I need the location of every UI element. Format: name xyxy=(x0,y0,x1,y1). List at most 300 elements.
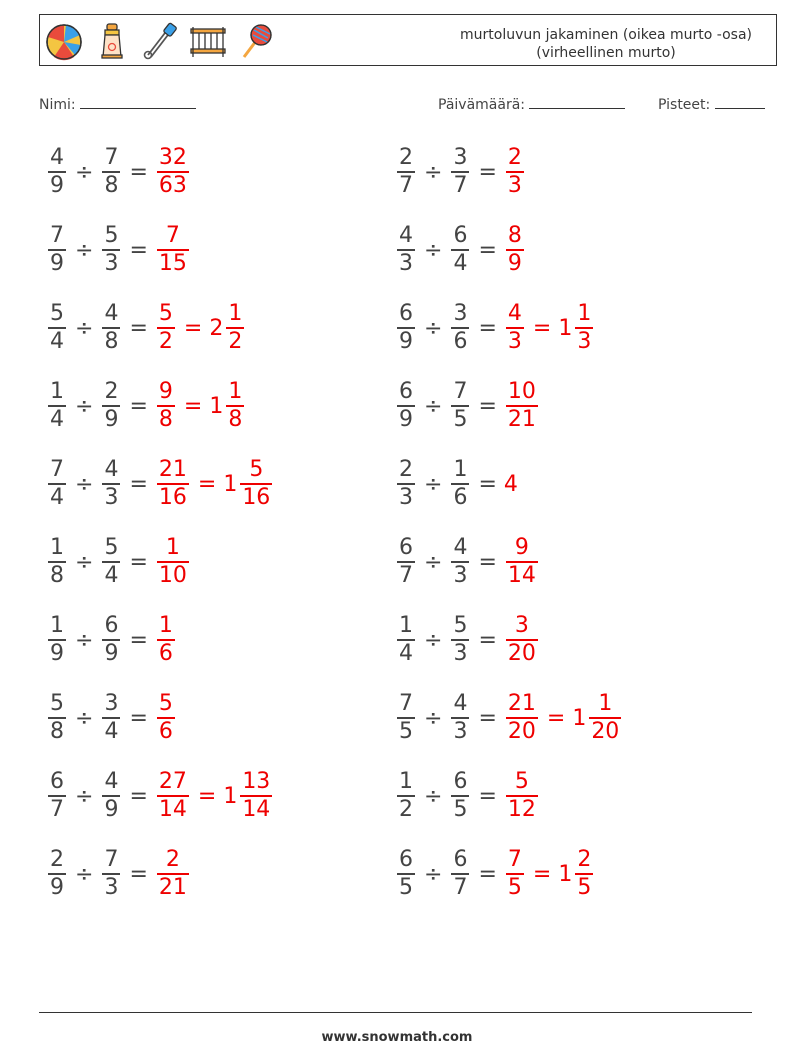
answer-fraction xyxy=(506,535,538,589)
beach-ball-icon xyxy=(44,21,84,61)
answer-fraction xyxy=(506,379,538,433)
denominator: 9 xyxy=(50,874,64,900)
denominator: 2 xyxy=(158,328,173,354)
numerator: 1 xyxy=(50,379,64,405)
numerator: 5 xyxy=(104,223,119,249)
numerator: 7 xyxy=(507,847,522,873)
numerator: 7 xyxy=(50,223,64,249)
numerator: 6 xyxy=(50,769,64,795)
equals-sign: = xyxy=(129,783,148,809)
score-field[interactable] xyxy=(658,94,765,113)
mixed-whole: 1 xyxy=(209,393,224,419)
equals-sign: = xyxy=(129,237,148,263)
denominator: 9 xyxy=(399,328,413,354)
title-line-2: (virheellinen murto) xyxy=(536,45,676,61)
equals-sign: = xyxy=(478,705,497,731)
denominator: 7 xyxy=(453,172,468,198)
divide-sign: ÷ xyxy=(424,861,443,887)
numerator: 7 xyxy=(399,691,413,717)
date-label: Päivämäärä: xyxy=(438,97,525,113)
equals-sign: = xyxy=(478,549,497,575)
problem-item xyxy=(46,530,191,594)
denominator: 6 xyxy=(158,640,173,666)
dividend-fraction xyxy=(48,535,66,589)
denominator: 7 xyxy=(399,562,413,588)
mixed-fraction xyxy=(575,301,593,355)
denominator: 3 xyxy=(104,484,119,510)
answer-fraction xyxy=(506,847,524,901)
answer-fraction xyxy=(157,223,189,277)
denominator: 3 xyxy=(453,640,468,666)
divisor-fraction xyxy=(102,301,120,355)
equals-sign: = xyxy=(129,627,148,653)
divide-sign: ÷ xyxy=(75,627,94,653)
divide-sign: ÷ xyxy=(424,237,443,263)
dividend-fraction xyxy=(48,145,66,199)
dividend-fraction xyxy=(48,691,66,745)
equals-sign: = xyxy=(478,783,497,809)
answer-fraction xyxy=(157,613,175,667)
answer-whole: 4 xyxy=(503,471,518,497)
equals-sign: = xyxy=(129,159,148,185)
denominator: 14 xyxy=(158,796,187,822)
numerator: 1 xyxy=(577,301,592,327)
denominator: 5 xyxy=(453,796,468,822)
problem-item xyxy=(395,530,540,594)
dividend-fraction xyxy=(48,223,66,277)
denominator: 5 xyxy=(453,406,468,432)
problem-item xyxy=(46,842,191,906)
divide-sign: ÷ xyxy=(75,315,94,341)
divide-sign: ÷ xyxy=(424,705,443,731)
divisor-fraction xyxy=(102,379,120,433)
denominator: 9 xyxy=(399,406,413,432)
numerator: 1 xyxy=(50,613,64,639)
divisor-fraction xyxy=(451,613,469,667)
mixed-whole: 1 xyxy=(223,471,238,497)
divisor-fraction xyxy=(102,769,120,823)
numerator: 8 xyxy=(507,223,522,249)
numerator: 5 xyxy=(514,769,529,795)
mixed-whole: 1 xyxy=(558,861,573,887)
denominator: 3 xyxy=(399,484,413,510)
denominator: 9 xyxy=(50,172,64,198)
denominator: 4 xyxy=(104,562,119,588)
divisor-fraction xyxy=(451,691,469,745)
denominator: 7 xyxy=(50,796,64,822)
equals-sign: = xyxy=(532,861,552,887)
problem-item xyxy=(46,452,274,516)
mixed-fraction xyxy=(589,691,621,745)
denominator: 9 xyxy=(104,640,119,666)
answer-mixed-number xyxy=(209,379,246,433)
denominator: 12 xyxy=(507,796,536,822)
denominator: 7 xyxy=(399,172,413,198)
numerator: 1 xyxy=(228,301,243,327)
equals-sign: = xyxy=(478,471,497,497)
divide-sign: ÷ xyxy=(424,549,443,575)
numerator: 7 xyxy=(104,145,119,171)
answer-fraction xyxy=(506,301,524,355)
numerator: 6 xyxy=(399,847,413,873)
numerator: 3 xyxy=(514,613,529,639)
numerator: 1 xyxy=(399,613,413,639)
numerator: 6 xyxy=(453,223,468,249)
numerator: 5 xyxy=(50,301,64,327)
denominator: 3 xyxy=(399,250,413,276)
denominator: 4 xyxy=(399,640,413,666)
name-field[interactable] xyxy=(39,94,196,113)
denominator: 63 xyxy=(158,172,187,198)
denominator: 14 xyxy=(242,796,271,822)
problem-item xyxy=(46,374,246,438)
divisor-fraction xyxy=(451,457,469,511)
divisor-fraction xyxy=(102,457,120,511)
numerator: 2 xyxy=(577,847,592,873)
numerator: 10 xyxy=(507,379,536,405)
denominator: 20 xyxy=(507,640,536,666)
divisor-fraction xyxy=(102,691,120,745)
mixed-whole: 1 xyxy=(223,783,238,809)
answer-mixed-number xyxy=(223,457,274,511)
denominator: 4 xyxy=(50,328,64,354)
denominator: 4 xyxy=(50,406,64,432)
numerator: 3 xyxy=(453,301,468,327)
dividend-fraction xyxy=(48,457,66,511)
denominator: 16 xyxy=(158,484,187,510)
worksheet-header xyxy=(39,14,777,66)
numerator: 1 xyxy=(453,457,468,483)
divide-sign: ÷ xyxy=(75,471,94,497)
answer-fraction xyxy=(506,145,524,199)
dividend-fraction xyxy=(397,691,415,745)
equals-sign: = xyxy=(478,159,497,185)
numerator: 32 xyxy=(158,145,187,171)
numerator: 2 xyxy=(399,145,413,171)
numerator: 5 xyxy=(104,535,119,561)
crib-icon xyxy=(188,21,228,61)
problem-item xyxy=(395,296,595,360)
denominator: 8 xyxy=(104,328,119,354)
equals-sign: = xyxy=(129,471,148,497)
denominator: 4 xyxy=(453,250,468,276)
numerator: 4 xyxy=(399,223,413,249)
equals-sign: = xyxy=(478,861,497,887)
divisor-fraction xyxy=(451,379,469,433)
worksheet-title xyxy=(460,26,752,62)
numerator: 2 xyxy=(165,847,180,873)
denominator: 8 xyxy=(228,406,243,432)
numerator: 4 xyxy=(104,457,119,483)
denominator: 20 xyxy=(591,718,620,744)
header-icons xyxy=(44,21,276,61)
problem-item xyxy=(395,764,540,828)
date-blank[interactable] xyxy=(529,94,625,109)
numerator: 2 xyxy=(507,145,522,171)
numerator: 6 xyxy=(399,379,413,405)
numerator: 7 xyxy=(453,379,468,405)
problem-item xyxy=(395,218,526,282)
answer-fraction xyxy=(506,769,538,823)
problem-item xyxy=(46,140,191,204)
numerator: 5 xyxy=(50,691,64,717)
mixed-fraction xyxy=(240,457,272,511)
denominator: 8 xyxy=(50,718,64,744)
problem-item xyxy=(395,686,623,750)
numerator: 3 xyxy=(104,691,119,717)
divide-sign: ÷ xyxy=(424,393,443,419)
problem-item xyxy=(46,218,191,282)
problem-item xyxy=(395,608,540,672)
numerator: 1 xyxy=(165,535,180,561)
divide-sign: ÷ xyxy=(424,783,443,809)
numerator: 3 xyxy=(453,145,468,171)
answer-fraction xyxy=(157,301,175,355)
denominator: 15 xyxy=(158,250,187,276)
mixed-whole: 2 xyxy=(209,315,224,341)
problem-item xyxy=(395,452,518,516)
denominator: 9 xyxy=(50,250,64,276)
equals-sign: = xyxy=(478,237,497,263)
answer-fraction xyxy=(157,145,189,199)
denominator: 5 xyxy=(507,874,522,900)
denominator: 3 xyxy=(453,562,468,588)
divide-sign: ÷ xyxy=(424,471,443,497)
divide-sign: ÷ xyxy=(424,627,443,653)
equals-sign: = xyxy=(197,783,217,809)
problem-item xyxy=(46,686,177,750)
answer-fraction xyxy=(157,379,175,433)
divisor-fraction xyxy=(102,145,120,199)
mixed-fraction xyxy=(226,379,244,433)
denominator: 7 xyxy=(453,874,468,900)
divisor-fraction xyxy=(451,535,469,589)
score-blank[interactable] xyxy=(715,94,765,109)
equals-sign: = xyxy=(478,315,497,341)
answer-mixed-number xyxy=(209,301,246,355)
baby-bottle-icon xyxy=(92,21,132,61)
footer-url: www.snowmath.com xyxy=(321,1030,473,1045)
equals-sign: = xyxy=(129,549,148,575)
divisor-fraction xyxy=(451,145,469,199)
numerator: 5 xyxy=(158,301,173,327)
numerator: 13 xyxy=(242,769,271,795)
equals-sign: = xyxy=(478,393,497,419)
denominator: 3 xyxy=(453,718,468,744)
divide-sign: ÷ xyxy=(75,393,94,419)
denominator: 6 xyxy=(158,718,173,744)
answer-fraction xyxy=(157,535,189,589)
equals-sign: = xyxy=(129,861,148,887)
numerator: 5 xyxy=(158,691,173,717)
equals-sign: = xyxy=(183,315,203,341)
dividend-fraction xyxy=(397,535,415,589)
divide-sign: ÷ xyxy=(424,315,443,341)
footer-divider xyxy=(39,1012,752,1013)
numerator: 6 xyxy=(453,847,468,873)
date-field[interactable] xyxy=(438,94,625,113)
divide-sign: ÷ xyxy=(75,705,94,731)
dividend-fraction xyxy=(397,613,415,667)
equals-sign: = xyxy=(546,705,566,731)
denominator: 8 xyxy=(104,172,119,198)
denominator: 5 xyxy=(577,874,592,900)
dividend-fraction xyxy=(397,301,415,355)
denominator: 4 xyxy=(50,484,64,510)
dividend-fraction xyxy=(48,301,66,355)
denominator: 6 xyxy=(453,484,468,510)
dividend-fraction xyxy=(48,847,66,901)
dividend-fraction xyxy=(397,379,415,433)
denominator: 3 xyxy=(104,250,119,276)
problem-item xyxy=(395,140,526,204)
denominator: 3 xyxy=(577,328,592,354)
denominator: 3 xyxy=(507,172,522,198)
divisor-fraction xyxy=(451,847,469,901)
denominator: 3 xyxy=(507,328,522,354)
equals-sign: = xyxy=(532,315,552,341)
mixed-fraction xyxy=(226,301,244,355)
denominator: 4 xyxy=(104,718,119,744)
denominator: 21 xyxy=(507,406,536,432)
numerator: 4 xyxy=(453,691,468,717)
denominator: 8 xyxy=(50,562,64,588)
equals-sign: = xyxy=(478,627,497,653)
answer-fraction xyxy=(157,691,175,745)
denominator: 10 xyxy=(158,562,187,588)
numerator: 1 xyxy=(50,535,64,561)
denominator: 21 xyxy=(158,874,187,900)
numerator: 4 xyxy=(453,535,468,561)
numerator: 27 xyxy=(158,769,187,795)
numerator: 1 xyxy=(158,613,173,639)
problem-item xyxy=(395,842,595,906)
divide-sign: ÷ xyxy=(75,783,94,809)
denominator: 16 xyxy=(242,484,271,510)
numerator: 7 xyxy=(165,223,180,249)
numerator: 2 xyxy=(50,847,64,873)
dividend-fraction xyxy=(48,379,66,433)
answer-mixed-number xyxy=(572,691,623,745)
dividend-fraction xyxy=(397,769,415,823)
equals-sign: = xyxy=(129,315,148,341)
numerator: 4 xyxy=(50,145,64,171)
equals-sign: = xyxy=(197,471,217,497)
dividend-fraction xyxy=(397,457,415,511)
equals-sign: = xyxy=(183,393,203,419)
denominator: 3 xyxy=(104,874,119,900)
divisor-fraction xyxy=(451,223,469,277)
denominator: 6 xyxy=(453,328,468,354)
name-blank[interactable] xyxy=(80,94,196,109)
numerator: 21 xyxy=(158,457,187,483)
answer-mixed-number xyxy=(558,301,595,355)
numerator: 6 xyxy=(104,613,119,639)
denominator: 5 xyxy=(399,718,413,744)
divide-sign: ÷ xyxy=(75,237,94,263)
dividend-fraction xyxy=(48,613,66,667)
divide-sign: ÷ xyxy=(75,159,94,185)
divide-sign: ÷ xyxy=(424,159,443,185)
numerator: 6 xyxy=(453,769,468,795)
numerator: 1 xyxy=(598,691,613,717)
numerator: 7 xyxy=(50,457,64,483)
denominator: 9 xyxy=(507,250,522,276)
answer-fraction xyxy=(506,691,538,745)
denominator: 9 xyxy=(50,640,64,666)
numerator: 9 xyxy=(514,535,529,561)
numerator: 4 xyxy=(104,769,119,795)
dividend-fraction xyxy=(397,223,415,277)
answer-fraction xyxy=(157,847,189,901)
answer-fraction xyxy=(157,769,189,823)
numerator: 6 xyxy=(399,535,413,561)
numerator: 1 xyxy=(399,769,413,795)
numerator: 2 xyxy=(399,457,413,483)
denominator: 5 xyxy=(399,874,413,900)
divisor-fraction xyxy=(451,769,469,823)
numerator: 2 xyxy=(104,379,119,405)
denominator: 2 xyxy=(399,796,413,822)
numerator: 5 xyxy=(249,457,264,483)
numerator: 6 xyxy=(399,301,413,327)
divisor-fraction xyxy=(102,223,120,277)
problem-item xyxy=(395,374,540,438)
numerator: 7 xyxy=(104,847,119,873)
numerator: 5 xyxy=(453,613,468,639)
denominator: 2 xyxy=(228,328,243,354)
problem-item xyxy=(46,608,177,672)
dividend-fraction xyxy=(397,847,415,901)
problem-item xyxy=(46,296,246,360)
numerator: 9 xyxy=(158,379,173,405)
title-line-1: murtoluvun jakaminen (oikea murto -osa) xyxy=(460,27,752,43)
mixed-whole: 1 xyxy=(558,315,573,341)
denominator: 9 xyxy=(104,796,119,822)
equals-sign: = xyxy=(129,705,148,731)
lollipop-icon xyxy=(236,21,276,61)
answer-fraction xyxy=(506,223,524,277)
divisor-fraction xyxy=(102,535,120,589)
name-label: Nimi: xyxy=(39,97,76,113)
denominator: 8 xyxy=(158,406,173,432)
score-label: Pisteet: xyxy=(658,97,711,113)
answer-fraction xyxy=(506,613,538,667)
divide-sign: ÷ xyxy=(75,549,94,575)
mixed-fraction xyxy=(240,769,272,823)
answer-fraction xyxy=(157,457,189,511)
mixed-whole: 1 xyxy=(572,705,587,731)
answer-mixed-number xyxy=(558,847,595,901)
divide-sign: ÷ xyxy=(75,861,94,887)
mixed-fraction xyxy=(575,847,593,901)
numerator: 4 xyxy=(104,301,119,327)
numerator: 4 xyxy=(507,301,522,327)
divisor-fraction xyxy=(102,613,120,667)
divisor-fraction xyxy=(102,847,120,901)
problem-item xyxy=(46,764,274,828)
answer-mixed-number xyxy=(223,769,274,823)
denominator: 9 xyxy=(104,406,119,432)
divisor-fraction xyxy=(451,301,469,355)
denominator: 20 xyxy=(507,718,536,744)
numerator: 1 xyxy=(228,379,243,405)
safety-pin-icon xyxy=(140,21,180,61)
numerator: 21 xyxy=(507,691,536,717)
equals-sign: = xyxy=(129,393,148,419)
dividend-fraction xyxy=(397,145,415,199)
dividend-fraction xyxy=(48,769,66,823)
